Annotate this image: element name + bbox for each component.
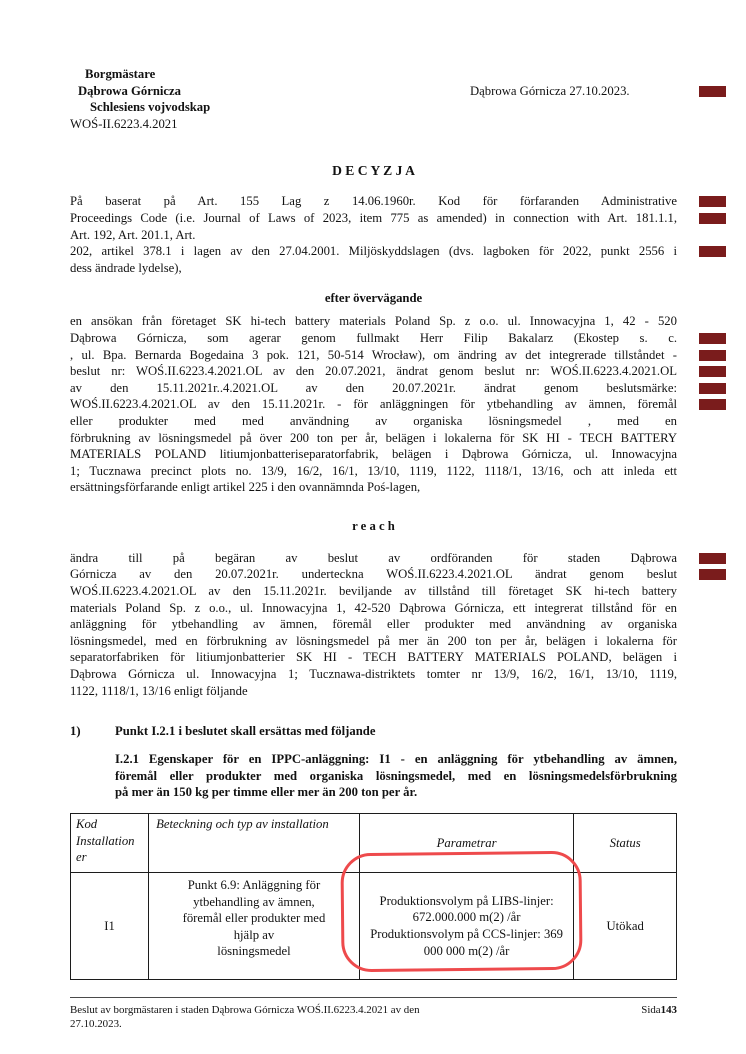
cell-beteckning — [149, 873, 360, 980]
text-line: Installation — [76, 833, 135, 848]
header-parametrar: Parametrar — [359, 814, 573, 873]
text-line: beslut nr: WOŚ.II.6223.4.2021.OL av den 20.07.2021, ändrat genom beslut nr: WOŚ.II.6223.4.2021.OL — [70, 363, 677, 380]
issuer-title: Borgmästare — [85, 67, 156, 81]
table-data-row — [71, 873, 677, 980]
text-line: I.2.1 Egenskaper för en IPPC-anläggning: I1 - en anläggning för ytbehandling av ämnen, — [115, 752, 677, 767]
text-line: lösningsmedel — [217, 944, 291, 959]
issuer-region: Schlesiens vojvodskap — [90, 100, 211, 115]
text-line: ersättningsförfarande enligt artikel 225 i den ovannämnda Poś-lagen, — [70, 480, 421, 495]
cell-parametrar — [359, 873, 573, 980]
text-line: Produktionsvolym på LIBS-linjer: — [379, 893, 554, 908]
case-number: WOŚ-II.6223.4.2021 — [70, 116, 178, 131]
text-line: er — [76, 850, 87, 865]
legal-basis-paragraph — [70, 193, 677, 276]
amendment-item-1 — [70, 723, 677, 740]
cell-status: Utökad — [574, 873, 677, 980]
footer — [70, 998, 677, 1031]
text-line: WOŚ.II.6223.4.2021.OL av den 15.11.2021r. beviljande av tillstånd till företaget SK hi-tech battery — [70, 584, 677, 599]
application-paragraph — [70, 313, 677, 496]
letterhead — [70, 66, 677, 132]
text-line: Punkt 6.9: Anläggning för — [187, 878, 321, 892]
text-line: 672.000.000 m(2) /år — [412, 910, 521, 925]
header-kod-installationer — [71, 814, 149, 873]
redaction-mark — [699, 196, 726, 207]
page-number-value: 143 — [660, 1004, 677, 1016]
redaction-mark — [699, 366, 726, 377]
text-line: MATERIALS POLAND litiumjonbatteriseparatorfabrik, belägen i Dąbrowa Górnicza, ul. Innowacyjna — [70, 447, 677, 462]
redaction-mark — [699, 333, 726, 344]
section-heading-consideration: efter övervägande — [324, 291, 423, 306]
text-line: Produktionsvolym på CCS-linjer: 369 — [370, 927, 563, 941]
installation-table — [70, 813, 677, 980]
text-line: 000 000 m(2) /år — [423, 943, 510, 958]
text-line: förbrukning av lösningsmedel på över 200 ton per år, belägen i lokalerna för SK HI - TECH BATTERY — [70, 430, 677, 445]
footer-reference-line2: 27.10.2023. — [70, 1017, 122, 1030]
redaction-mark — [699, 569, 726, 580]
text-line: dess ändrade lydelse), — [70, 260, 182, 275]
text-line: materials Poland Sp. z o.o., ul. Innowacyjna 1, 42-520 Dąbrowa Górnicza, ett integrerat tillstånd för en — [70, 600, 677, 615]
text-line: föremål eller produkter med — [182, 911, 326, 926]
text-line: föremål eller produkter med organiska lösningsmedel, med en lösningsmedelsförbrukning — [115, 768, 677, 783]
page-number — [641, 1004, 677, 1018]
table-header-row — [71, 814, 677, 873]
header-beteckning: Beteckning och typ av installation — [149, 814, 360, 873]
redaction-mark — [699, 246, 726, 257]
text-line: , ul. Bpa. Bernarda Bogedaina 3 pok. 121, 50-514 Wrocław), om ändring av det integrerade tillståndet - — [70, 347, 677, 364]
text-line: hjälp av — [233, 927, 275, 942]
issuer-city-row — [70, 83, 677, 100]
text-line: ytbehandling av ämnen, — [193, 894, 315, 909]
redaction-mark — [699, 350, 726, 361]
item-label: Punkt I.2.1 i beslutet skall ersättas med följande — [115, 724, 376, 739]
text-line: 1122, 1118/1, 13/16 enligt följande — [70, 683, 248, 698]
item-number: 1) — [70, 724, 81, 739]
section-heading-resolution: r e a c h — [352, 518, 395, 533]
text-line: På baserat på Art. 155 Lag z 14.06.1960r. Kod för förfaranden Administrative — [70, 193, 677, 210]
text-line: 202, artikel 378.1 i lagen av den 27.04.2001. Miljöskyddslagen (dvs. lagboken för 2022, punkt 2556 i — [70, 243, 677, 260]
text-line: Dąbrowa Górnicza ul. Innowacyjna 1; Tucznawa-distriktets tomter nr 13/9, 16/2, 16/1, 13/10, 1119, — [70, 667, 677, 682]
page-number-label: Sida — [641, 1004, 661, 1016]
text-line: 1; Tucznawa precinct plots no. 13/9, 16/2, 16/1, 13/10, 1119, 1122, 1118/1, 13/16, och att inleda ett — [70, 463, 677, 478]
text-line: Dąbrowa Górnicza, som agerar genom fullmakt Herr Filip Bakalarz (Ekostep s. c. — [70, 330, 677, 347]
text-line: separatorfabriken för litiumjonbatterier SK HI - TECH BATTERY MATERIALS POLAND, belägen i — [70, 650, 677, 665]
cell-kod: I1 — [71, 873, 149, 980]
text-line: eller produkter med med användning av organiska lösningsmedel , med en — [70, 413, 677, 428]
redaction-mark — [699, 86, 726, 97]
redaction-mark — [699, 553, 726, 564]
text-line: ändra till på begäran av beslut av ordföranden för staden Dąbrowa — [70, 550, 677, 567]
redaction-mark — [699, 399, 726, 410]
issuer-city: Dąbrowa Górnicza — [78, 83, 182, 98]
document-title: D E C Y Z J A — [332, 163, 415, 179]
text-line: Proceedings Code (i.e. Journal of Laws of 2023, item 775 as amended) in connection with Art. 181.1.1, — [70, 210, 677, 227]
header-status: Status — [574, 814, 677, 873]
text-line: Górnicza av den 20.07.2021r. underteckna WOŚ.II.6223.4.2021.OL ändrat genom beslut — [70, 566, 677, 583]
text-line: anläggning för ytbehandling av ämnen, föremål eller produkter med användning av organiska — [70, 617, 677, 632]
decision-paragraph — [70, 550, 677, 699]
redaction-mark — [699, 383, 726, 394]
text-line: på mer än 150 kg per timme eller mer än 200 ton per år. — [115, 785, 418, 800]
text-line: Kod — [76, 817, 98, 831]
text-line: WOŚ.II.6223.4.2021.OL av den 15.11.2021r. - för anläggningen för ytbehandling av ämnen, föremål — [70, 396, 677, 413]
place-date: Dąbrowa Górnicza 27.10.2023. — [470, 83, 630, 98]
redaction-mark — [699, 213, 726, 224]
text-line: av den 15.11.2021r..4.2021.OL av den 20.07.2021r. ändrat genom beslutsmärke: — [70, 380, 677, 397]
installation-table-wrap — [70, 813, 677, 980]
footer-reference-line1: Beslut av borgmästaren i staden Dąbrowa Górnicza WOŚ.II.6223.4.2021 av den — [70, 1004, 420, 1016]
text-line: en ansökan från företaget SK hi-tech battery materials Poland Sp. z o.o. ul. Innowacyjna 1, 42 - 520 — [70, 314, 677, 329]
text-line: Art. 192, Art. 201.1, Art. — [70, 227, 196, 242]
text-line: lösningsmedel, med en förbrukning av lösningsmedel på mer än 200 ton per år, belägen i lokalerna för — [70, 633, 677, 648]
ippc-description-paragraph — [115, 751, 677, 801]
footer-reference — [70, 1004, 420, 1031]
